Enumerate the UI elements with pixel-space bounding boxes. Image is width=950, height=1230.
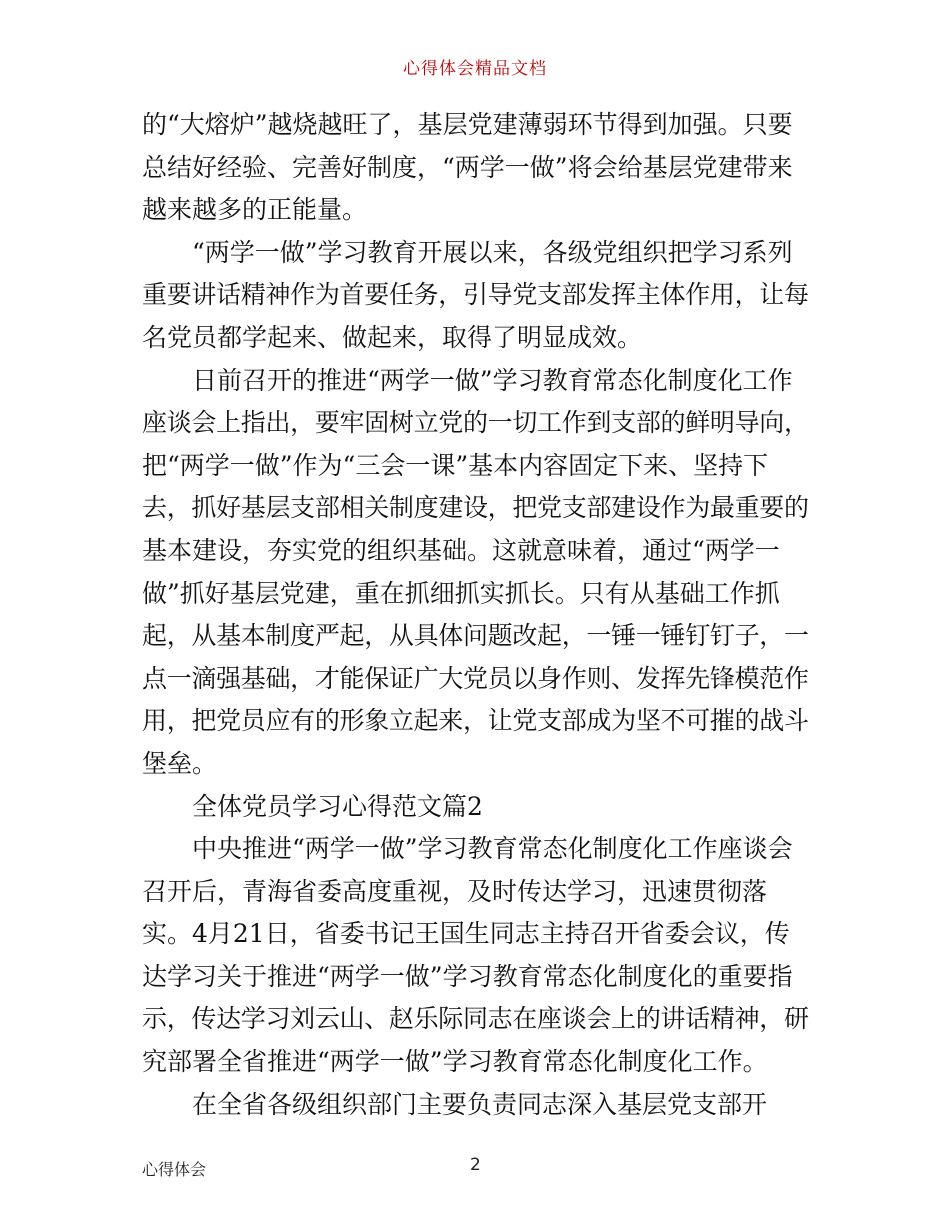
text-line: 实。4月21日，省委书记王国生同志主持召开省委会议，传: [142, 919, 790, 949]
text-line: 全体党员学习心得范文篇2: [192, 791, 483, 821]
text-line: 堡垒。: [142, 748, 218, 778]
text-line: 起，从基本制度严起，从具体问题改起，一锤一锤钉钉子，一: [142, 621, 809, 651]
text-line: 做”抓好基层党建，重在抓细抓实抓长。只有从基础工作抓: [142, 578, 780, 608]
page-header-title: 心得体会精品文档: [403, 59, 547, 79]
text-line: 越来越多的正能量。: [142, 195, 368, 225]
text-line: 日前召开的推进“两学一做”学习教育常态化制度化工作: [192, 365, 793, 395]
document-body: [142, 104, 810, 1126]
text-line: 把“两学一做”作为“三会一课”基本内容固定下来、坚持下: [142, 450, 769, 480]
text-line: “两学一做”学习教育开展以来，各级党组织把学习系列: [192, 237, 793, 267]
text-line: 达学习关于推进“两学一做”学习教育常态化制度化的重要指: [142, 961, 793, 991]
text-line: 用，把党员应有的形象立起来，让党支部成为坚不可摧的战斗: [142, 706, 809, 736]
text-line: 座谈会上指出，要牢固树立党的一切工作到支部的鲜明导向，: [142, 408, 809, 438]
text-line: 中央推进“两学一做”学习教育常态化制度化工作座谈会: [192, 834, 793, 864]
text-line: 究部署全省推进“两学一做”学习教育常态化制度化工作。: [142, 1047, 768, 1077]
page-number: 2: [470, 1155, 481, 1175]
footer-label: 心得体会: [142, 1160, 207, 1179]
text-line: 召开后，青海省委高度重视，及时传达学习，迅速贯彻落: [142, 876, 768, 906]
text-line: 去，抓好基层支部相关制度建设，把党支部建设作为最重要的: [142, 493, 809, 523]
text-line: 重要讲话精神作为首要任务，引导党支部发挥主体作用，让每: [142, 280, 809, 310]
text-line: 的“大熔炉”越烧越旺了，基层党建薄弱环节得到加强。只要: [142, 110, 793, 139]
text-line: 点一滴强基础，才能保证广大党员以身作则、发挥先锋模范作: [142, 663, 809, 693]
text-line: 在全省各级组织部门主要负责同志深入基层党支部开: [192, 1089, 768, 1119]
text-line: 基本建设，夯实党的组织基础。这就意味着，通过“两学一: [142, 535, 780, 565]
text-line: 总结好经验、完善好制度，“两学一做”将会给基层党建带来: [142, 152, 793, 182]
text-line: 名党员都学起来、做起来，取得了明显成效。: [142, 322, 643, 352]
text-line: 示，传达学习刘云山、赵乐际同志在座谈会上的讲话精神，研: [142, 1004, 809, 1034]
